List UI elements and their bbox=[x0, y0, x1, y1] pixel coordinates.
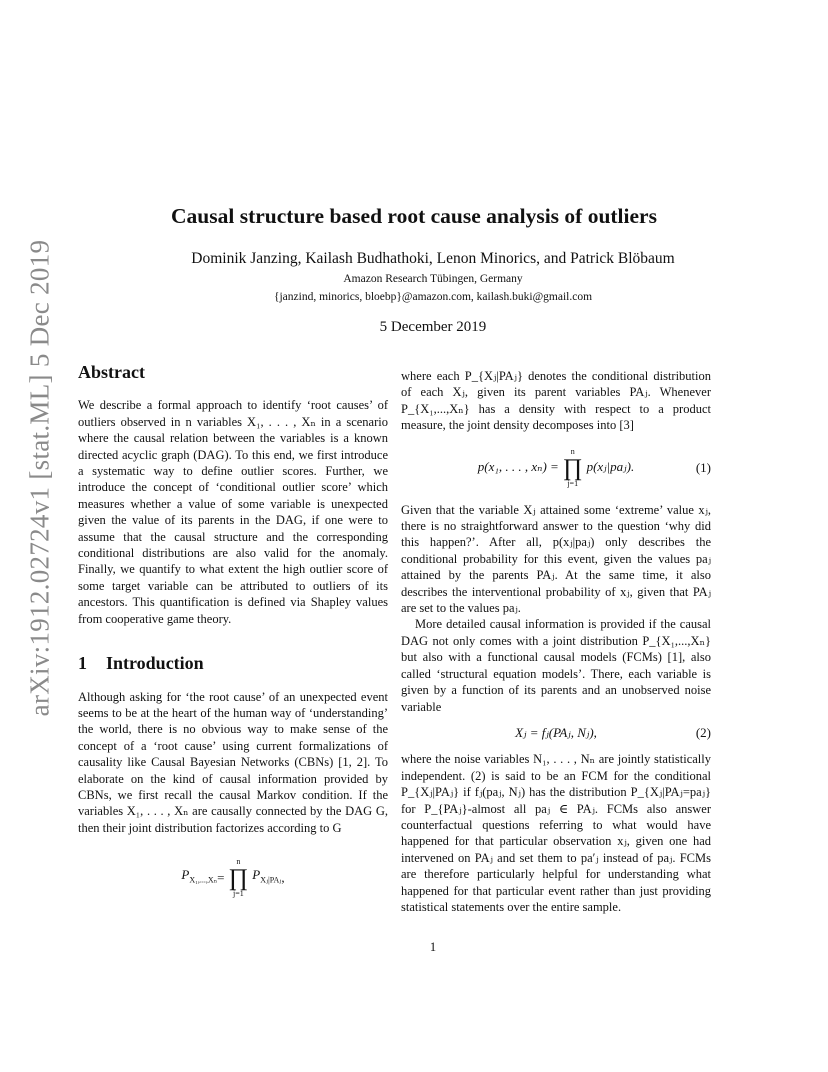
section-number: 1 bbox=[78, 653, 87, 674]
author-emails: {janzind, minorics, bloebp}@amazon.com, kailash.buki@gmail.com bbox=[273, 291, 593, 303]
abstract-text: We describe a formal approach to identify ‘root causes’ of outliers observed in n variables X₁, . . . , Xₙ in a scenario where the causal relation between the variables is a known directed acyclic graph (DAG). To this end, we first introduce a systematic way to define outlier scores. Further, we introduce the concept of ‘conditional outlier score’ which measures whether a value of some variable is unexpected given the value of its parents in the DAG, if one were to assume that the causal structure and the corresponding conditional distributions are also valid for the anomaly. Finally, we quantify to what extent the high outlier score of some target variable can be attributed to outliers of its ancestors. This quantification is defined via Shapley values from cooperative game theory. bbox=[78, 398, 388, 626]
abstract-heading: Abstract bbox=[78, 362, 145, 382]
section-title: Introduction bbox=[106, 653, 204, 674]
author-list: Dominik Janzing, Kailash Budhathoki, Lenon Minorics, and Patrick Blöbaum bbox=[191, 250, 675, 267]
affiliation: Amazon Research Tübingen, Germany bbox=[343, 273, 523, 285]
intro-heading bbox=[78, 653, 388, 674]
eq1-upper-limit: n bbox=[570, 446, 575, 456]
arxiv-identifier: arXiv:1912.02724v1 [stat.ML] 5 Dec 2019 bbox=[24, 239, 55, 716]
paper-title: Causal structure based root cause analysis of outliers bbox=[171, 204, 657, 228]
intro-paragraph: Although asking for ‘the root cause’ of an unexpected event seems to be at the heart of the human way of ‘understanding’ the world, there is no obvious way to make sense of the concept of a ‘root cause’ using current formalizations of causality like Causal Bayesian Networks (CBNs) [1, 2]. To elaborate on the kind of causal information provided by CBNs, we first recall the causal Markov condition. If the variables X₁, . . . , Xₙ are causally connected by the DAG G, then their joint distribution factorizes according to G bbox=[78, 689, 388, 835]
right-paragraph-1: where each P_{Xⱼ|PAⱼ} denotes the conditional distribution of each Xⱼ, given its parent variables PAⱼ. Whenever P_{X₁,...,Xₙ} has a density with respect to a product measure, the joint density decomposes into [3] bbox=[401, 369, 711, 433]
equation-1 bbox=[401, 448, 711, 488]
eq1-lower-limit: j=1 bbox=[567, 478, 579, 488]
eq1-right: p(xⱼ|paⱼ). bbox=[586, 459, 635, 475]
eq2-number: (2) bbox=[695, 724, 711, 740]
right-column bbox=[401, 368, 711, 915]
eq-tail: , bbox=[281, 869, 285, 885]
right-paragraph-3: More detailed causal information is provided if the causal DAG not only comes with a joint distribution P_{X₁,...,Xₙ} but also with a functional causal models (FCMs) [1], also called ‘structural equation models’. There, each variable is given by a function of its parents and an unobserved noise variable bbox=[401, 617, 711, 714]
paper-date: 5 December 2019 bbox=[379, 319, 487, 335]
eq1-left: p(x₁, . . . , xₙ) = bbox=[477, 459, 559, 475]
left-column bbox=[78, 364, 388, 912]
eq-right-sub: Xⱼ|PAⱼ bbox=[260, 875, 282, 885]
eq1-number: (1) bbox=[695, 459, 711, 475]
product-symbol: n ∏ j=1 bbox=[228, 857, 249, 899]
right-paragraph-4: where the noise variables N₁, . . . , Nₙ are jointly statistically independent. (2) is said to be an FCM for the conditional P_{Xⱼ|PAⱼ} if fⱼ(paⱼ, Nⱼ) has the distribution P_{Xⱼ|PAⱼ=paⱼ} for P_{PAⱼ}-almost all paⱼ ∈ PAⱼ. FCMs also answer counterfactual questions referring to what would have happened for that particular observation xⱼ, given one had intervened on PAⱼ and set them to pa′ⱼ instead of paⱼ. FCMs are therefore particularly helpful for understanding what happened for that particular event rather than just providing statistical statements over the entire sample. bbox=[401, 752, 711, 914]
eq-left-symbol: P bbox=[181, 867, 190, 883]
eq-right-symbol: P bbox=[252, 867, 261, 883]
eq1-product-symbol: n ∏ j=1 bbox=[562, 446, 583, 488]
eq-left-sub: X₁,...,Xₙ bbox=[189, 875, 218, 885]
prod-lower-limit: j=1 bbox=[233, 889, 244, 899]
eq-equals: = bbox=[217, 869, 225, 885]
arxiv-sidebar bbox=[18, 239, 62, 716]
page-number: 1 bbox=[429, 940, 437, 954]
factorization-equation bbox=[78, 858, 388, 898]
equation-2 bbox=[401, 725, 711, 741]
eq2-body: Xⱼ = fⱼ(PAⱼ, Nⱼ), bbox=[515, 724, 597, 740]
right-paragraph-2: Given that the variable Xⱼ attained some ‘extreme’ value xⱼ, there is no straightforward answer to the question ‘why did this happen?’. After all, p(xⱼ|paⱼ) only describes the conditional probability for this event, given the values paⱼ attained by the parents PAⱼ. At the same time, it also describes the interventional probability of xⱼ, given that PAⱼ are set to the values paⱼ. bbox=[401, 502, 711, 616]
prod-upper-limit: n bbox=[236, 857, 241, 867]
